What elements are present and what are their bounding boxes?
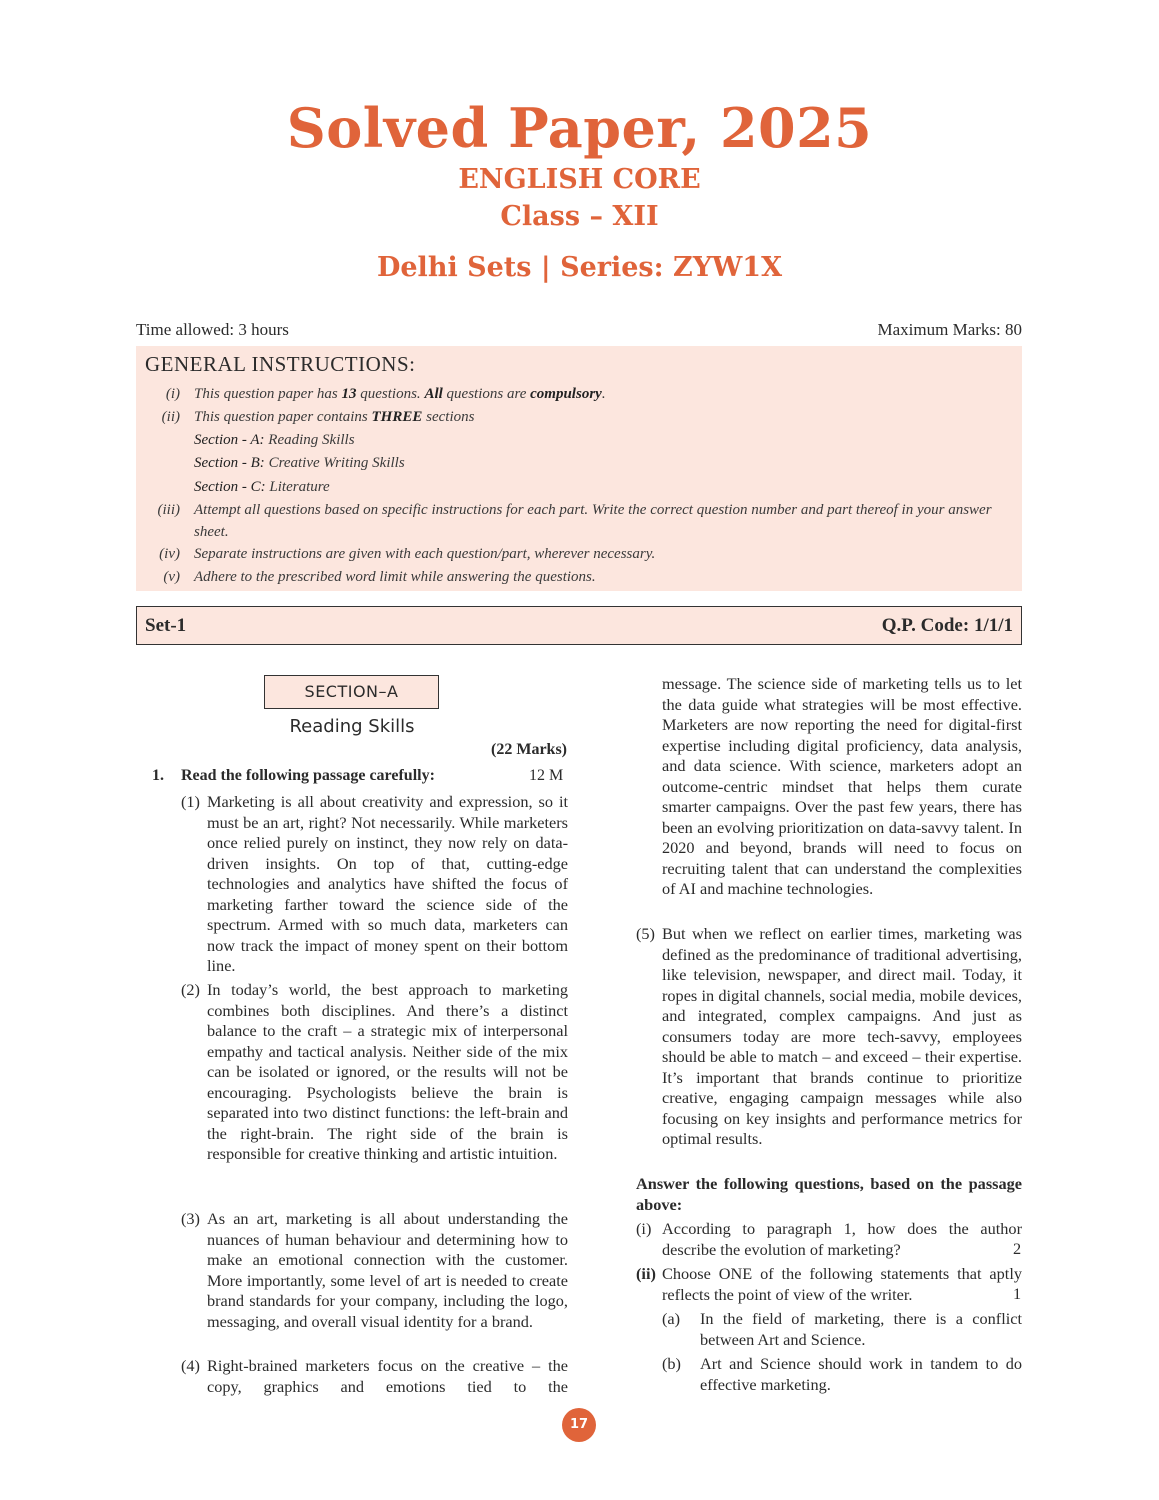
instruction-section-a: Section - A: Reading Skills (194, 432, 355, 448)
instruction-section-b: Section - B: Creative Writing Skills (194, 455, 405, 471)
paragraph-1: Marketing is all about creativity and expression, so it must be an art, right? Not necessarily. While marketers once relied purely on instinct, they now rely on data-driven insights. On top of that, cutting-edge technologies and analytics have shifted the focus of marketing farther toward the science side of the spectrum. Armed with so much data, marketers can now track the impact of money spent on their bottom line. (207, 792, 568, 975)
sub-question-i-marks: 2 (1013, 1239, 1022, 1258)
paragraph-3: As an art, marketing is all about understanding the nuances of human behaviour and determining how to make an emotional connection with the customer. More importantly, some level of art is needed to create brand standards for your company, including the logo, messaging, and overall visual identity for a brand. (207, 1209, 568, 1331)
instruction-section-c: Section - C: Literature (194, 479, 330, 495)
qp-code: Q.P. Code: 1/1/1 (881, 615, 1013, 636)
question-number: 1. (152, 767, 164, 784)
general-instructions-box: GENERAL INSTRUCTIONS: (i) This question paper has 13 questions. All questions are compulsory. (ii) This question paper contains THREE sections Section - A: Reading Skills Section - B: Creative Writing Skills Section - C: Literature (iii) Attempt all questions based on specific instructions for each part. Write the correct question number and part thereof in your answer sheet. (iv) Separate instructions are given with each question/part, wherever necessary. (v) Adhere to the prescribed word limit while answering the questions. (136, 346, 1022, 591)
section-title: Reading Skills (289, 716, 415, 737)
paragraph-1-number: (1) (181, 792, 200, 811)
sub-question-ii-text: Choose ONE of the following statements that aptly reflects the point of view of the writer. (662, 1264, 1022, 1304)
sub-question-i-number: (i) (636, 1219, 652, 1238)
option-b-text: Art and Science should work in tandem to do effective marketing. (700, 1354, 1022, 1394)
paragraph-4-number: (4) (181, 1356, 200, 1375)
subject-title: ENGLISH CORE (458, 164, 701, 195)
paragraph-2-number: (2) (181, 980, 200, 999)
sub-question-ii-number: (ii) (636, 1264, 656, 1283)
series-title: Delhi Sets | Series: ZYW1X (376, 252, 783, 283)
option-a-text: In the field of marketing, there is a conflict between Art and Science. (700, 1309, 1022, 1349)
paragraph-4-start: Right-brained marketers focus on the creative – the copy, graphics and emotions tied to the (207, 1356, 568, 1396)
class-title: Class – XII (500, 201, 659, 232)
option-a-number: (a) (662, 1309, 681, 1328)
paragraph-4-continued: message. The science side of marketing tells us to let the data guide what strategies will be most effective. Marketers are now reporting the need for digital-first expertise including digital proficiency, data analysis, and data science. With science, marketers adopt an outcome-centric mindset that helps them curate smarter campaigns. Over the past few years, there has been an evolving prioritization on data-savvy talent. In 2020 and beyond, brands will need to focus on recruiting talent that can understand the complexities of AI and machine technologies. (662, 674, 1022, 898)
paper-title: Solved Paper, 2025 (286, 96, 873, 160)
paragraph-5: But when we reflect on earlier times, marketing was defined as the predominance of traditional advertising, like television, newspaper, and direct mail. Today, it ropes in digital channels, social media, mobile devices, and integrated, complex campaigns. And just as consumers today are more tech-savvy, employees should be able to match – and exceed – their expertise. It’s important that brands continue to prioritize creative, engaging campaign messages while also focusing on key insights and performance metrics for optimal results. (662, 924, 1022, 1148)
section-a-label: SECTION–A (264, 675, 439, 709)
paragraph-3-number: (3) (181, 1209, 200, 1228)
time-allowed: Time allowed: 3 hours (136, 320, 289, 339)
page-number-badge: 17 (562, 1408, 596, 1442)
instructions-heading: GENERAL INSTRUCTIONS: (145, 352, 416, 376)
set-bar (136, 606, 1022, 645)
sub-question-ii-marks: 1 (1013, 1284, 1022, 1303)
paragraph-5-number: (5) (636, 924, 655, 943)
option-b-number: (b) (662, 1354, 681, 1373)
question-marks: 12 M (529, 767, 564, 784)
maximum-marks: Maximum Marks: 80 (877, 320, 1022, 339)
question-prompt: Read the following passage carefully: (181, 767, 435, 784)
section-marks: (22 Marks) (491, 741, 567, 758)
answer-prompt: Answer the following questions, based on the passage above: (636, 1174, 1022, 1214)
set-label: Set-1 (145, 615, 187, 636)
paragraph-2: In today’s world, the best approach to marketing combines both disciplines. And there’s a distinct balance to the craft – a strategic mix of interpersonal empathy and tactical analysis. Neither side of the mix can be isolated or ignored, or the results will not be encouraging. Psychologists believe the brain is separated into two distinct functions: the left-brain and the right-brain. The right side of the brain is responsible for creative thinking and artistic intuition. (207, 980, 568, 1163)
sub-question-i-text: According to paragraph 1, how does the author describe the evolution of marketing? (662, 1219, 1022, 1259)
